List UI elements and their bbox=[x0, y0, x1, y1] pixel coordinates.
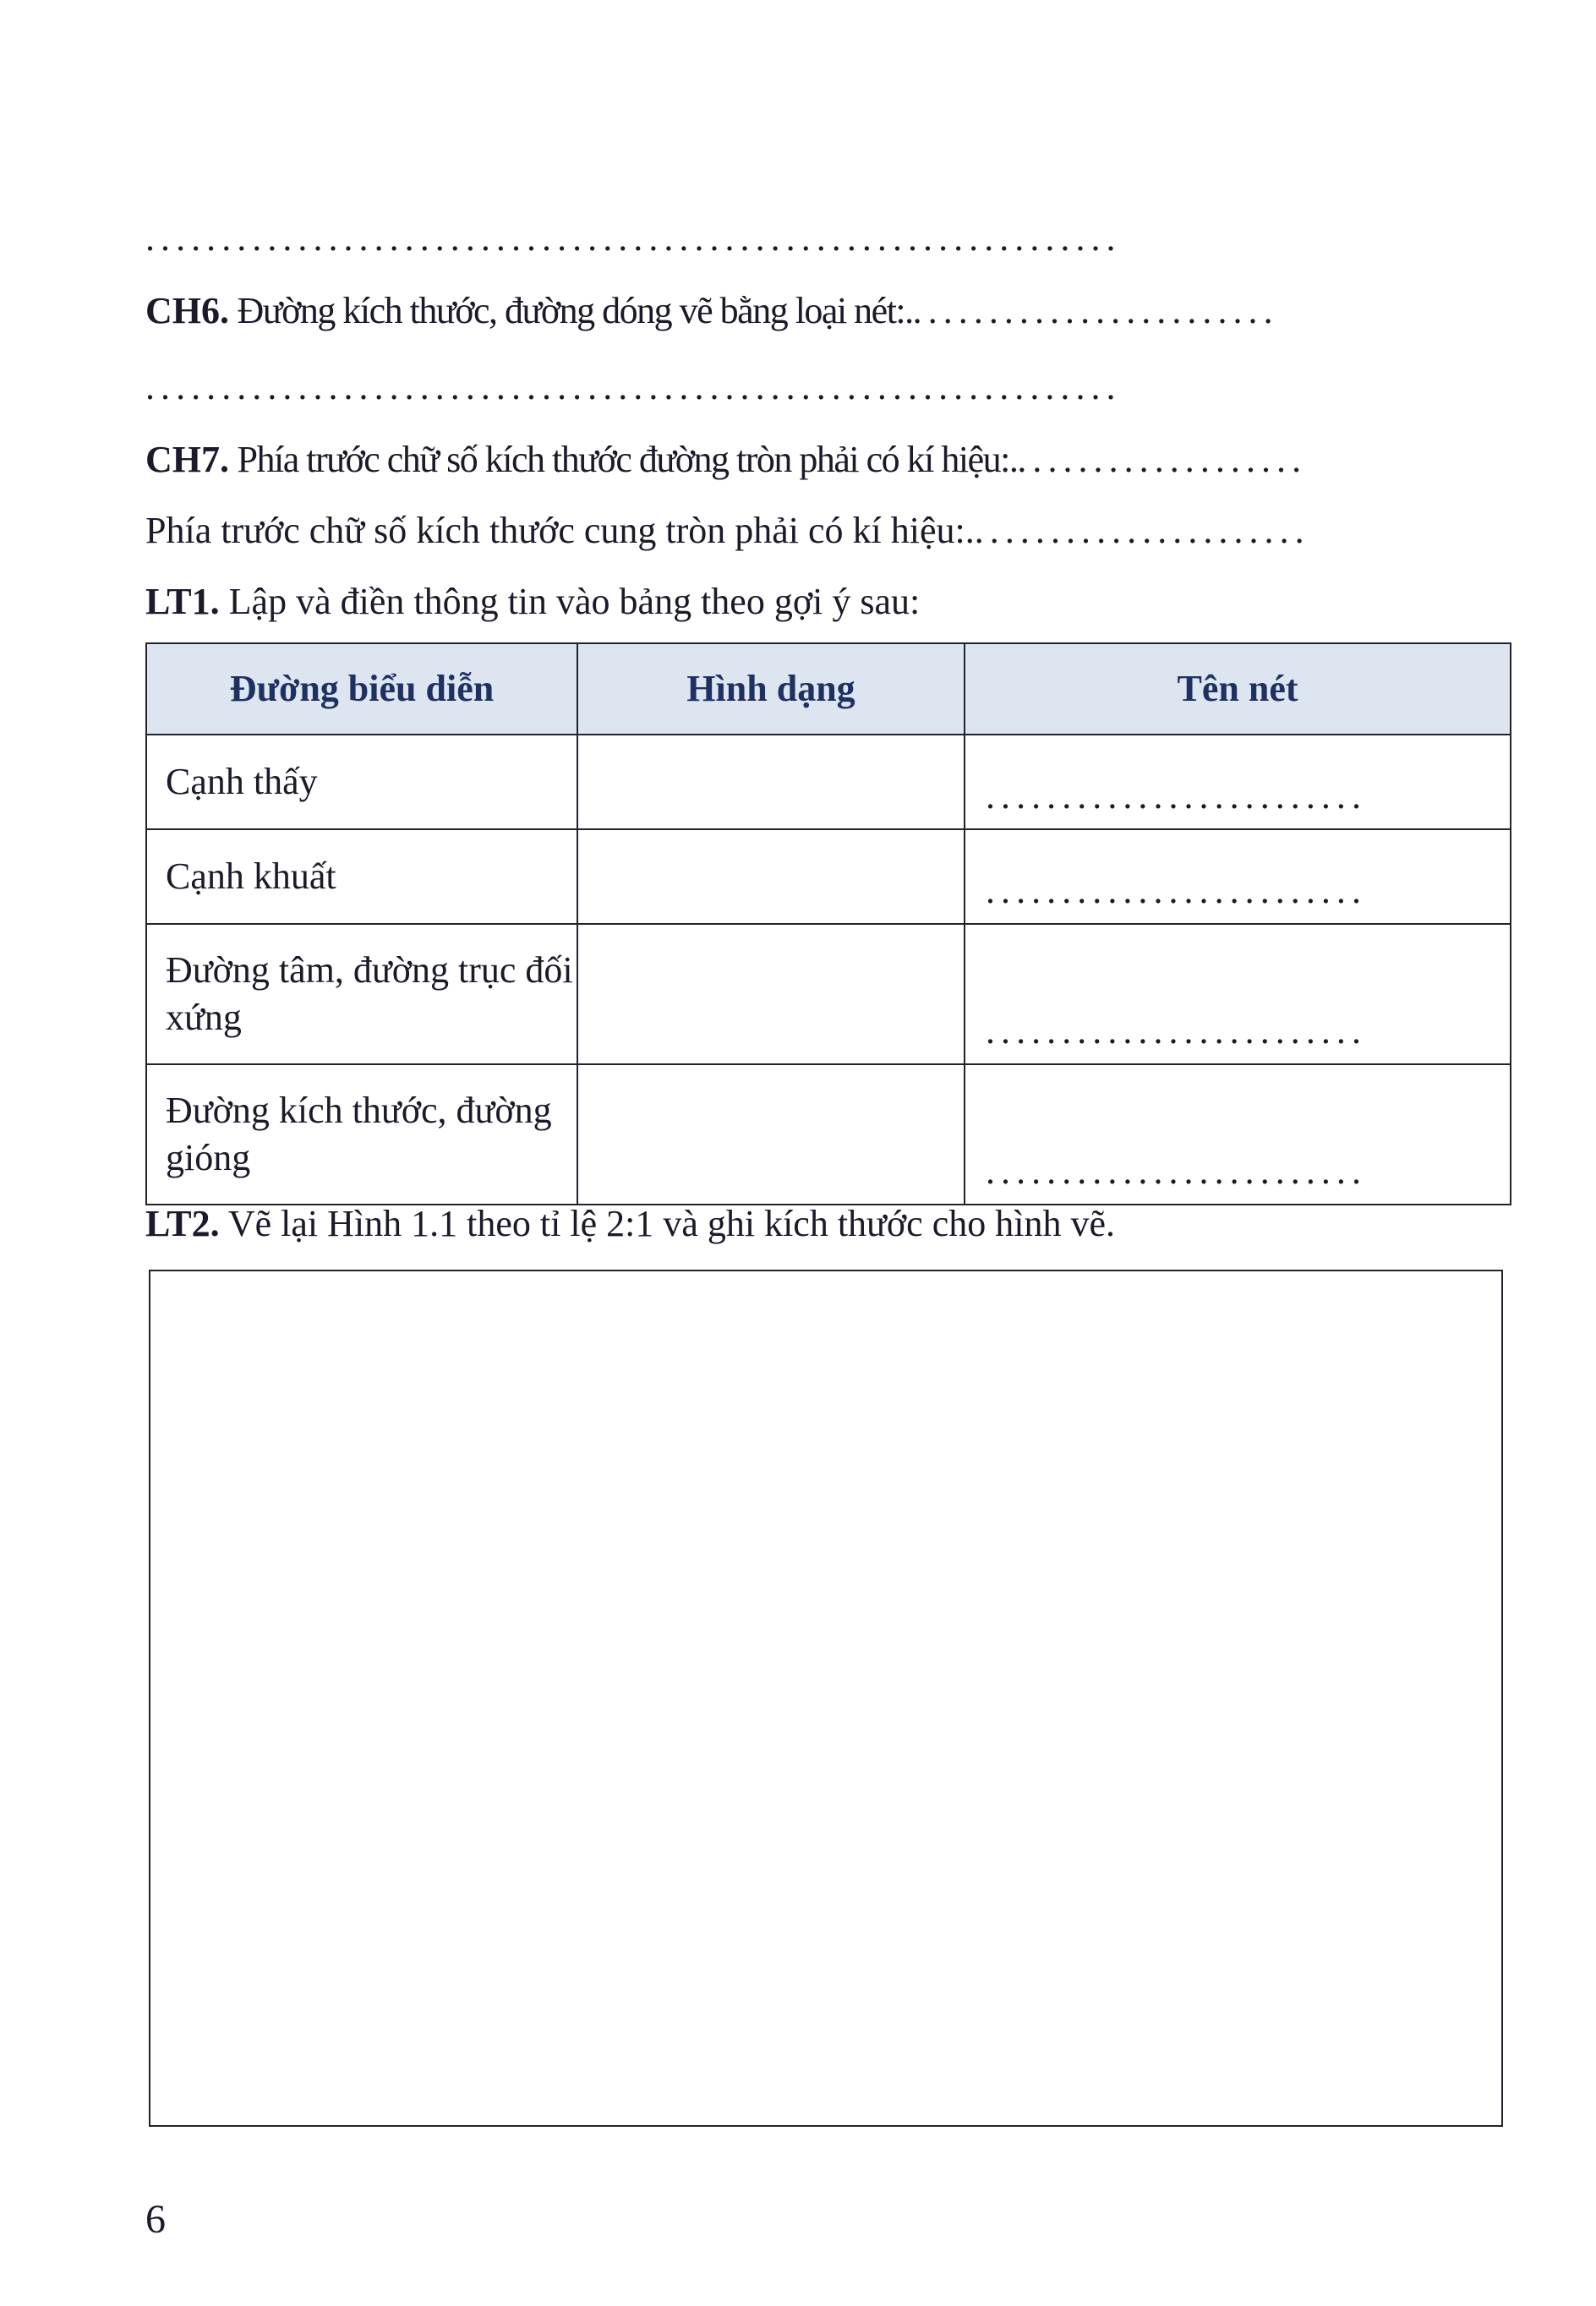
row-label: Đường kích thước, đường gióng bbox=[146, 1064, 577, 1205]
question-ch7-text: Phía trước chữ số kích thước đường tròn phải có kí hiệu:. bbox=[229, 439, 1018, 480]
exercise-lt1-tag: LT1. bbox=[145, 581, 220, 622]
dotted-answer-line: ................................................................ bbox=[145, 366, 1122, 407]
exercise-lt2-text: Vẽ lại Hình 1.1 theo tỉ lệ 2:1 và ghi kích thước cho hình vẽ. bbox=[219, 1203, 1115, 1244]
question-ch7 bbox=[145, 434, 1511, 485]
header-line-name: Tên nét bbox=[965, 643, 1511, 735]
question-ch6-tag: CH6. bbox=[145, 290, 229, 331]
shape-cell[interactable] bbox=[577, 735, 965, 829]
question-ch6-text: Đường kích thước, đường dóng vẽ bằng loại nét:. bbox=[229, 290, 913, 331]
question-ch7-tag: CH7. bbox=[145, 439, 229, 480]
table-row bbox=[146, 829, 1511, 924]
exercise-lt1-text: Lập và điền thông tin vào bảng theo gợi ý sau: bbox=[219, 581, 921, 622]
exercise-lt1 bbox=[145, 576, 1511, 627]
table-row bbox=[146, 735, 1511, 829]
row-label: Cạnh khuất bbox=[146, 829, 577, 924]
header-shape: Hình dạng bbox=[577, 643, 965, 735]
question-ch7-second-dots: ...................... bbox=[974, 510, 1310, 551]
row-label: Đường tâm, đường trục đối xứng bbox=[146, 924, 577, 1064]
line-types-table bbox=[145, 642, 1511, 1205]
name-cell[interactable]: ......................... bbox=[965, 829, 1511, 924]
table-row bbox=[146, 1064, 1511, 1205]
exercise-lt2-tag: LT2. bbox=[145, 1203, 220, 1244]
question-ch7-dots: ................... bbox=[1017, 439, 1308, 480]
row-label: Cạnh thấy bbox=[146, 735, 577, 829]
dotted-answer-line: ................................................................ bbox=[145, 217, 1122, 259]
shape-cell[interactable] bbox=[577, 1064, 965, 1205]
exercise-lt2 bbox=[145, 1199, 1511, 1249]
name-cell[interactable]: ......................... bbox=[965, 1064, 1511, 1205]
header-line-type: Đường biểu diễn bbox=[146, 643, 577, 735]
page-number: 6 bbox=[145, 2197, 166, 2242]
question-ch7-second-text: Phía trước chữ số kích thước cung tròn phải có kí hiệu:. bbox=[145, 510, 975, 551]
table-row bbox=[146, 924, 1511, 1064]
question-ch7-second bbox=[145, 505, 1511, 556]
shape-cell[interactable] bbox=[577, 829, 965, 924]
question-ch6 bbox=[145, 286, 1511, 336]
name-cell[interactable]: ......................... bbox=[965, 924, 1511, 1064]
drawing-area[interactable] bbox=[149, 1270, 1503, 2127]
shape-cell[interactable] bbox=[577, 924, 965, 1064]
question-ch6-dots: ........................ bbox=[912, 290, 1279, 331]
table-header-row bbox=[146, 643, 1511, 735]
name-cell[interactable]: ......................... bbox=[965, 735, 1511, 829]
